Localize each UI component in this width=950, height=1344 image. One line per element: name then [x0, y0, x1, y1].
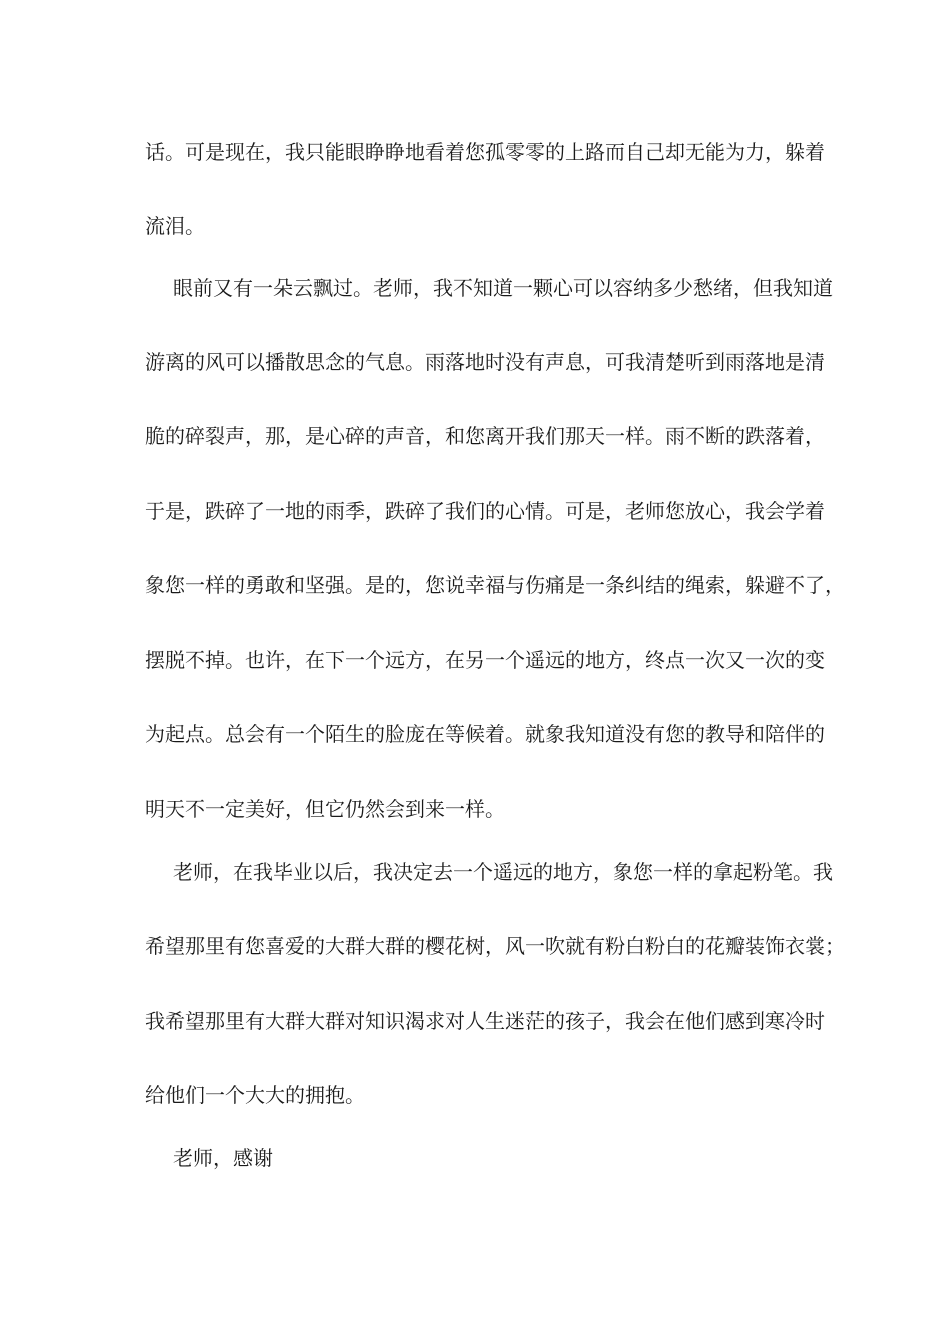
text-line: 游离的风可以播散思念的气息。雨落地时没有声息，可我清楚听到雨落地是清: [145, 350, 825, 374]
text-line: 给他们一个大大的拥抱。: [145, 1083, 365, 1107]
text-line: 话。可是现在，我只能眼睁睁地看着您孤零零的上路而自己却无能为力，躲着: [145, 140, 825, 164]
text-line: 希望那里有您喜爱的大群大群的樱花树，风一吹就有粉白粉白的花瓣装饰衣裳；: [145, 934, 845, 958]
text-line: 于是，跌碎了一地的雨季，跌碎了我们的心情。可是，老师您放心，我会学着: [145, 499, 825, 523]
text-line: 摆脱不掉。也许，在下一个远方，在另一个遥远的地方，终点一次又一次的变: [145, 648, 825, 672]
paragraph-start-line: 老师，在我毕业以后，我决定去一个遥远的地方，象您一样的拿起粉笔。我: [173, 860, 833, 884]
text-line: 脆的碎裂声，那，是心碎的声音，和您离开我们那天一样。雨不断的跌落着，: [145, 424, 825, 448]
text-line: 象您一样的勇敢和坚强。是的，您说幸福与伤痛是一条纠结的绳索，躲避不了，: [145, 573, 845, 597]
paragraph-start-line: 老师，感谢: [173, 1146, 273, 1170]
text-line: 为起点。总会有一个陌生的脸庞在等候着。就象我知道没有您的教导和陪伴的: [145, 722, 825, 746]
text-line: 明天不一定美好，但它仍然会到来一样。: [145, 797, 505, 821]
text-line: 流泪。: [145, 214, 205, 238]
paragraph-start-line: 眼前又有一朵云飘过。老师，我不知道一颗心可以容纳多少愁绪，但我知道: [173, 276, 833, 300]
text-line: 我希望那里有大群大群对知识渴求对人生迷茫的孩子，我会在他们感到寒冷时: [145, 1009, 825, 1033]
